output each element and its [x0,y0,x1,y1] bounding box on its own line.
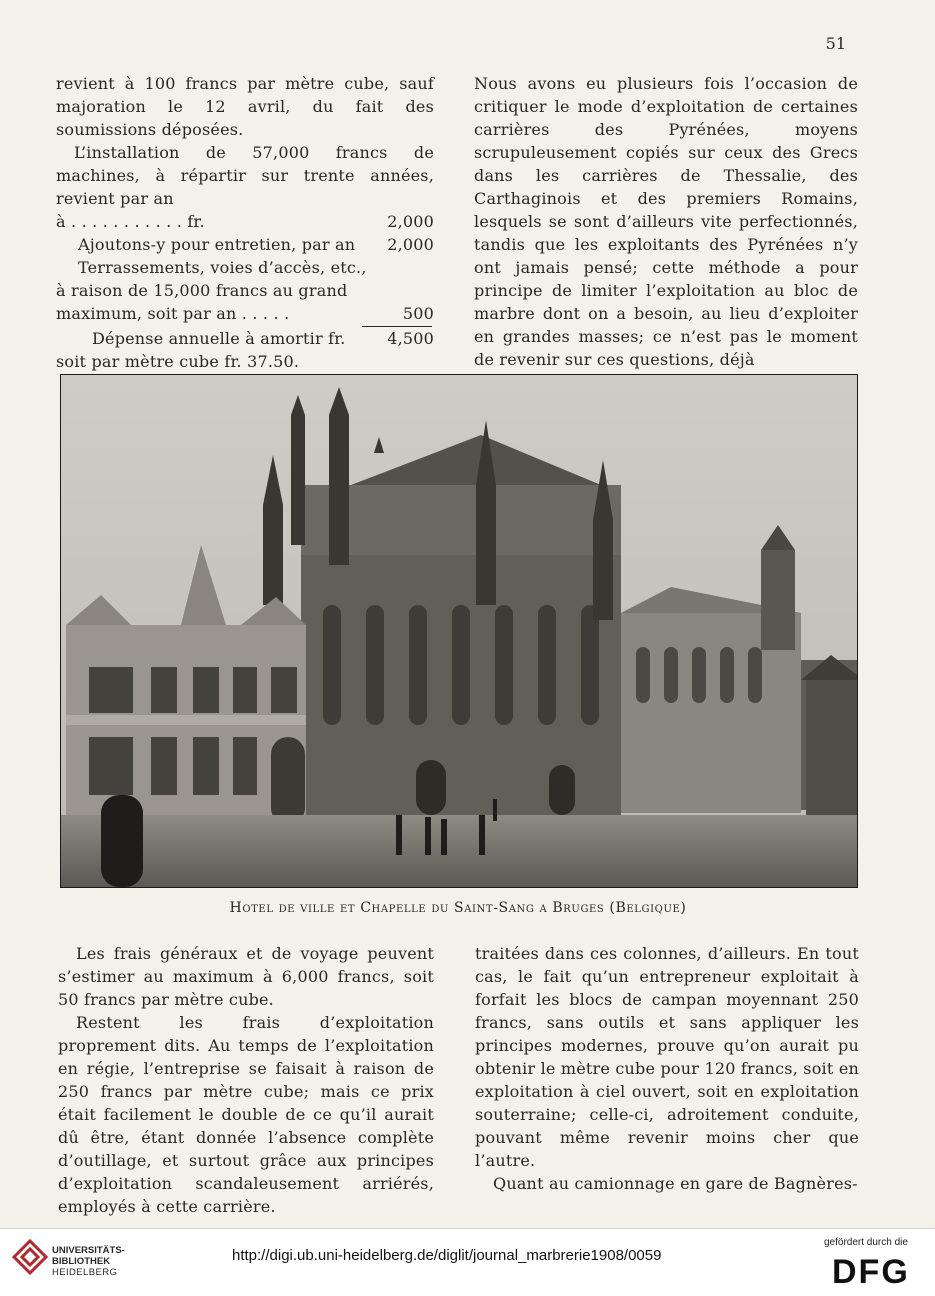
permalink-url[interactable]: http://digi.ub.uni-heidelberg.de/diglit/journal_marbrerie1908/0059 [232,1247,662,1264]
library-name[interactable] [52,1245,125,1278]
paragraph: Les frais généraux et de voyage peuvent s’estimer au maximum à 6,000 francs, soit 50 francs par mètre cube. [58,944,434,1009]
total-line [56,327,434,350]
photograph-town-hall [60,374,858,888]
left-column-top [56,72,434,373]
dfg-logo[interactable]: DFG [832,1253,910,1291]
left-column-bottom [58,942,434,1218]
footer-bar [0,1228,935,1296]
cost-line-earthworks [56,302,434,325]
library-emblem-icon [12,1239,48,1275]
per-cube-line: soit par mètre cube fr. 37.50. [56,352,300,371]
paragraph: L’installation de 57,000 francs de machines, à répartir sur trente années, revient par an [56,143,434,208]
right-column-bottom [475,942,859,1195]
funding-note: gefördert durch die [824,1237,908,1248]
cost-label: maximum, soit par an . . . . . [56,304,290,323]
library-name-line: HEIDELBERG [52,1267,118,1278]
library-name-line: BIBLIOTHEK [52,1256,111,1267]
paragraph: revient à 100 francs par mètre cube, sauf majoration le 12 avril, du fait des soumissions déposées. [56,74,434,139]
cost-amount: 2,000 [387,235,434,254]
paragraph: Nous avons eu plusieurs fois l’occasion de critiquer le mode d’exploitation de certaines carrières des Pyrénées, moyens scrupuleusement copiés sur ceux des Grecs dans les carrières de Thessalie, des Carthaginois et des premiers Romains, lesquels se sont d’ailleurs vite perfectionnés, tandis que les exploitants des Pyrénées n’y ont jamais pensé; cette méthode a pour principe de limiter l’exploitation au bloc de marbre dont on a besoin, au lieu d’exploiter en grandes masses; ce n’est pas le moment de revenir sur ces questions, déjà [474,74,858,369]
cost-label: Ajoutons-y pour entretien, par an [78,235,356,254]
paragraph: traitées dans ces colonnes, d’ailleurs. En tout cas, le fait qu’un entrepreneur exploitait à forfait les blocs de campan moyennant 250 francs, sans outils et sans appliquer les principes modernes, prouve qu’on aurait pu obtenir le mètre cube pour 120 francs, soit en exploitation à ciel ouvert, soit en exploitation souterraine; celle-ci, adroitement conduite, pouvant même revenir moins cher que l’autre. [475,944,859,1170]
cost-label: à . . . . . . . . . . . fr. [56,212,205,231]
cost-line-machines [56,210,434,233]
cost-amount: 2,000 [387,212,434,231]
total-label: Dépense annuelle à amortir fr. [92,329,346,348]
paragraph: Restent les frais d’exploitation proprement dits. Au temps de l’exploitation en régie, l’entreprise se faisait à raison de 250 francs par mètre cube; mais ce prix était facilement le double de ce qu’il aurait dû être, étant donnée l’absence complète d’outillage, et surtout grâce aux principes d’exploitation scandaleusement arriérés, employés à cette carrière. [58,1013,434,1216]
cost-line-upkeep [56,233,434,256]
right-column-top [474,72,858,371]
total-amount: 4,500 [387,329,434,348]
cost-label: à raison de 15,000 francs au grand [56,281,348,300]
building-illustration [61,375,857,887]
paragraph: Quant au camionnage en gare de Bagnères- [493,1174,858,1193]
cost-amount: 500 [402,304,434,323]
library-name-line: UNIVERSITÄTS- [52,1245,125,1256]
library-logo[interactable] [12,1239,48,1279]
cost-label: Terrassements, voies d’accès, etc., [78,258,367,277]
figure-caption: Hotel de ville et Chapelle du Saint-Sang a Bruges (Belgique) [229,900,687,916]
page-number: 51 [825,34,846,53]
